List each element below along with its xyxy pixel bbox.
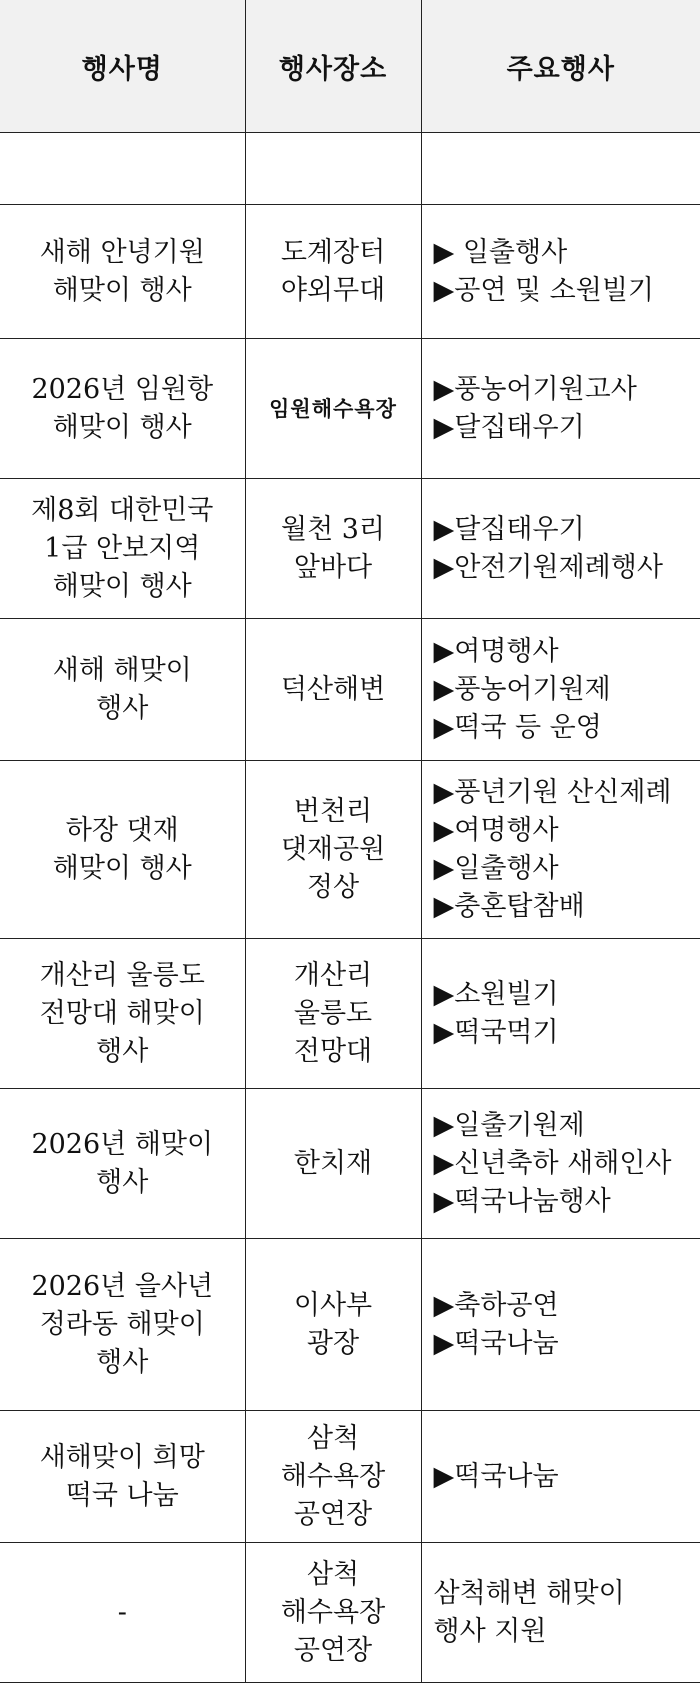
event-name-line: 새해맞이 희망	[0, 1439, 245, 1477]
event-name-line: 2026년 임원항	[0, 371, 245, 409]
event-item: ▶일출기원제	[434, 1107, 700, 1145]
event-name-line: 해맞이 행사	[0, 850, 245, 888]
event-place-cell	[245, 619, 421, 761]
event-item: ▶축하공연	[434, 1287, 700, 1325]
main-events-cell	[421, 339, 700, 479]
table-row	[0, 1239, 700, 1411]
event-place-cell	[245, 205, 421, 339]
event-place-line: 삼척	[246, 1556, 421, 1594]
main-events-cell	[421, 1543, 700, 1683]
event-name-line: 해맞이 행사	[0, 568, 245, 606]
event-place-line: 개산리	[246, 957, 421, 995]
event-item: ▶떡국나눔	[434, 1458, 700, 1496]
blank-cell	[0, 133, 245, 205]
event-name-cell	[0, 339, 245, 479]
event-item: ▶떡국먹기	[434, 1014, 700, 1052]
event-name-line: 행사	[0, 1164, 245, 1202]
event-place-cell	[245, 939, 421, 1089]
event-item: ▶공연 및 소원빌기	[434, 272, 700, 310]
event-name-line: 하장 댓재	[0, 812, 245, 850]
event-name-line: 개산리 울릉도	[0, 957, 245, 995]
event-item: ▶ 일출행사	[434, 234, 700, 272]
main-events-cell	[421, 479, 700, 619]
event-place-line: 한치재	[246, 1145, 421, 1183]
blank-cell	[245, 133, 421, 205]
event-place-line: 삼척	[246, 1420, 421, 1458]
table-row	[0, 761, 700, 939]
event-place-line: 공연장	[246, 1632, 421, 1670]
event-place-line: 해수욕장	[246, 1458, 421, 1496]
table-row	[0, 205, 700, 339]
event-place-cell	[245, 479, 421, 619]
event-place-line: 광장	[246, 1325, 421, 1363]
main-events-cell	[421, 761, 700, 939]
event-item: ▶여명행사	[434, 812, 700, 850]
table-row	[0, 1543, 700, 1683]
event-place-line: 정상	[246, 869, 421, 907]
event-name-line: 행사	[0, 1033, 245, 1071]
event-name-cell	[0, 1411, 245, 1543]
event-place-line: 앞바다	[246, 549, 421, 587]
table-row	[0, 1089, 700, 1239]
event-item: ▶떡국나눔	[434, 1325, 700, 1363]
event-name-cell	[0, 1543, 245, 1683]
event-name-cell	[0, 619, 245, 761]
event-item: 삼척해변 해맞이	[434, 1575, 700, 1613]
event-item: ▶달집태우기	[434, 409, 700, 447]
event-name-line: 제8회 대한민국	[0, 492, 245, 530]
event-item: ▶풍년기원 산신제례	[434, 774, 700, 812]
main-events-cell	[421, 205, 700, 339]
header-row	[0, 0, 700, 133]
event-place-line: 도계장터	[246, 234, 421, 272]
event-place-line: 이사부	[246, 1287, 421, 1325]
blank-row	[0, 133, 700, 205]
event-item: ▶안전기원제례행사	[434, 549, 700, 587]
event-place-line: 덕산해변	[246, 671, 421, 709]
event-place-cell	[245, 1411, 421, 1543]
event-item: ▶달집태우기	[434, 511, 700, 549]
event-name-line: 떡국 나눔	[0, 1477, 245, 1515]
header-event-place: 행사장소	[245, 0, 421, 133]
event-item: ▶충혼탑참배	[434, 888, 700, 926]
main-events-cell	[421, 619, 700, 761]
event-place-line: 월천 3리	[246, 511, 421, 549]
table-row	[0, 1411, 700, 1543]
event-name-line: 새해 안녕기원	[0, 234, 245, 272]
event-name-line: 정라동 해맞이	[0, 1306, 245, 1344]
event-name-cell	[0, 479, 245, 619]
event-name-cell	[0, 761, 245, 939]
event-name-line: 행사	[0, 690, 245, 728]
event-name-line: 2026년 을사년	[0, 1268, 245, 1306]
event-place-line: 공연장	[246, 1496, 421, 1534]
event-place-line: 야외무대	[246, 272, 421, 310]
event-place-line: 임원해수욕장	[246, 390, 421, 428]
event-place-cell	[245, 761, 421, 939]
event-place-cell	[245, 1543, 421, 1683]
main-events-cell	[421, 939, 700, 1089]
event-place-cell	[245, 1239, 421, 1411]
event-item: ▶풍농어기원제	[434, 671, 700, 709]
event-item: ▶소원빌기	[434, 976, 700, 1014]
event-name-cell	[0, 1239, 245, 1411]
event-name-line: 새해 해맞이	[0, 652, 245, 690]
blank-cell	[421, 133, 700, 205]
event-item: ▶여명행사	[434, 633, 700, 671]
event-name-line: 2026년 해맞이	[0, 1126, 245, 1164]
event-place-line: 울릉도	[246, 995, 421, 1033]
event-name-line: 해맞이 행사	[0, 409, 245, 447]
event-name-line: 전망대 해맞이	[0, 995, 245, 1033]
event-name-cell	[0, 939, 245, 1089]
event-item: ▶떡국나눔행사	[434, 1183, 700, 1221]
event-item: ▶신년축하 새해인사	[434, 1145, 700, 1183]
event-name-line: 해맞이 행사	[0, 272, 245, 310]
event-place-line: 전망대	[246, 1033, 421, 1071]
event-place-line: 해수욕장	[246, 1594, 421, 1632]
event-item: 행사 지원	[434, 1613, 700, 1651]
main-events-cell	[421, 1411, 700, 1543]
main-events-cell	[421, 1239, 700, 1411]
event-place-line: 댓재공원	[246, 831, 421, 869]
main-events-cell	[421, 1089, 700, 1239]
event-place-line: 번천리	[246, 793, 421, 831]
event-place-cell	[245, 1089, 421, 1239]
event-item: ▶떡국 등 운영	[434, 709, 700, 747]
event-name-line: -	[0, 1594, 245, 1632]
header-main-events: 주요행사	[421, 0, 700, 133]
header-event-name: 행사명	[0, 0, 245, 133]
table-row	[0, 619, 700, 761]
event-name-line: 행사	[0, 1344, 245, 1382]
table-row	[0, 479, 700, 619]
event-name-cell	[0, 1089, 245, 1239]
event-item: ▶풍농어기원고사	[434, 371, 700, 409]
table-row	[0, 339, 700, 479]
event-name-line: 1급 안보지역	[0, 530, 245, 568]
event-item: ▶일출행사	[434, 850, 700, 888]
event-name-cell	[0, 205, 245, 339]
table-row	[0, 939, 700, 1089]
event-place-cell	[245, 339, 421, 479]
